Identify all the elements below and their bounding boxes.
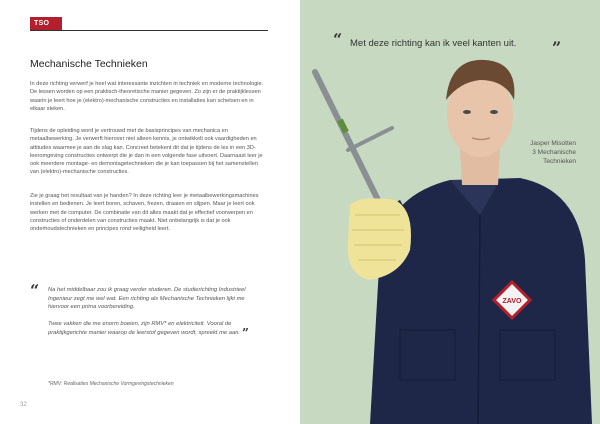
student-photo [300, 0, 600, 424]
footnote: *RMV: Realisaties Mechanische Vormgevingstechnieken [48, 381, 174, 387]
caption-line-2: 3 Mechanische [532, 149, 576, 156]
page-title: Mechanische Technieken [30, 58, 148, 70]
header-rule [30, 30, 268, 31]
caption-line-3: Technieken [543, 158, 576, 165]
photo-caption [530, 139, 576, 166]
badge-text: ZAVO [502, 298, 522, 305]
quote-close-mark: ” [242, 325, 249, 340]
body-paragraph-1: In deze richting verwerf je heel wat interessante inzichten in techniek en moderne technologie. De lessen worden op een praktisch-theoretische manier gegeven. Zo zijn er de praktijklessen waarin je leert hoe je (elektro)-mechanische constructies en installaties kan schetsen en in elkaar steken. [30, 81, 264, 112]
section-tag: TSO [30, 17, 62, 30]
body-paragraph-3: Zie je graag het resultaat van je handen? In deze richting leer je metaalbewerkingsmachines instellen en bedienen. Je leert boren, schaven, frezen, draaien en slijpen. Maar je leert ook werken met de computer. De combinatie van dit alles maakt dat je effectief voorwerpen en constructies of onderdelen van constructies maakt. Niet onbelangrijk is dat je ook onderhoudstechnieken en principes rond veiligheid leert. [30, 193, 259, 233]
right-quote-close-mark: ” [552, 38, 562, 57]
right-quote-text: Met deze richting kan ik veel kanten uit. [350, 38, 517, 49]
quote-text [48, 286, 253, 346]
quote-open-mark: “ [30, 281, 40, 300]
quote-paragraph-1: Na het middelbaar zou ik graag verder studeren. De studierichting Industrieel Ingenieur zegt me wel wat. Een richting als Mechanische Technieken lijkt me hiervoor een prima voorbereiding. [48, 287, 246, 310]
right-quote-open-mark: “ [333, 30, 343, 49]
caption-name: Jasper Misotten [530, 140, 576, 147]
right-page [300, 0, 600, 424]
quote-paragraph-2: Twee vakken die me enorm boeien, zijn RMV* en elektriciteit. Vooral de praktijkgerichte manier waarop de leerstof gegeven wordt, spreekt me aan. ” [48, 321, 249, 340]
body-paragraph-2: Tijdens de opleiding word je vertrouwd met de basisprincipes van mechanica en metaalbewerking. Je verwerft hierover niet alleen kennis, je ontwikkelt ook vaardigheden en attitudes waarmee je aan de slag kan. Concreet betekent dit dat je tijdens de les in een 3D-leeromgeving constructies ontwerpt die je dan in een volgende fase uitvoert. Daarnaast leer je ook meerdere montage- en demontagetechnieken die je kan toepassen bij het samenstellen van (elektro)-mechanische constructies. [30, 128, 263, 176]
page-number: 32 [20, 402, 27, 408]
